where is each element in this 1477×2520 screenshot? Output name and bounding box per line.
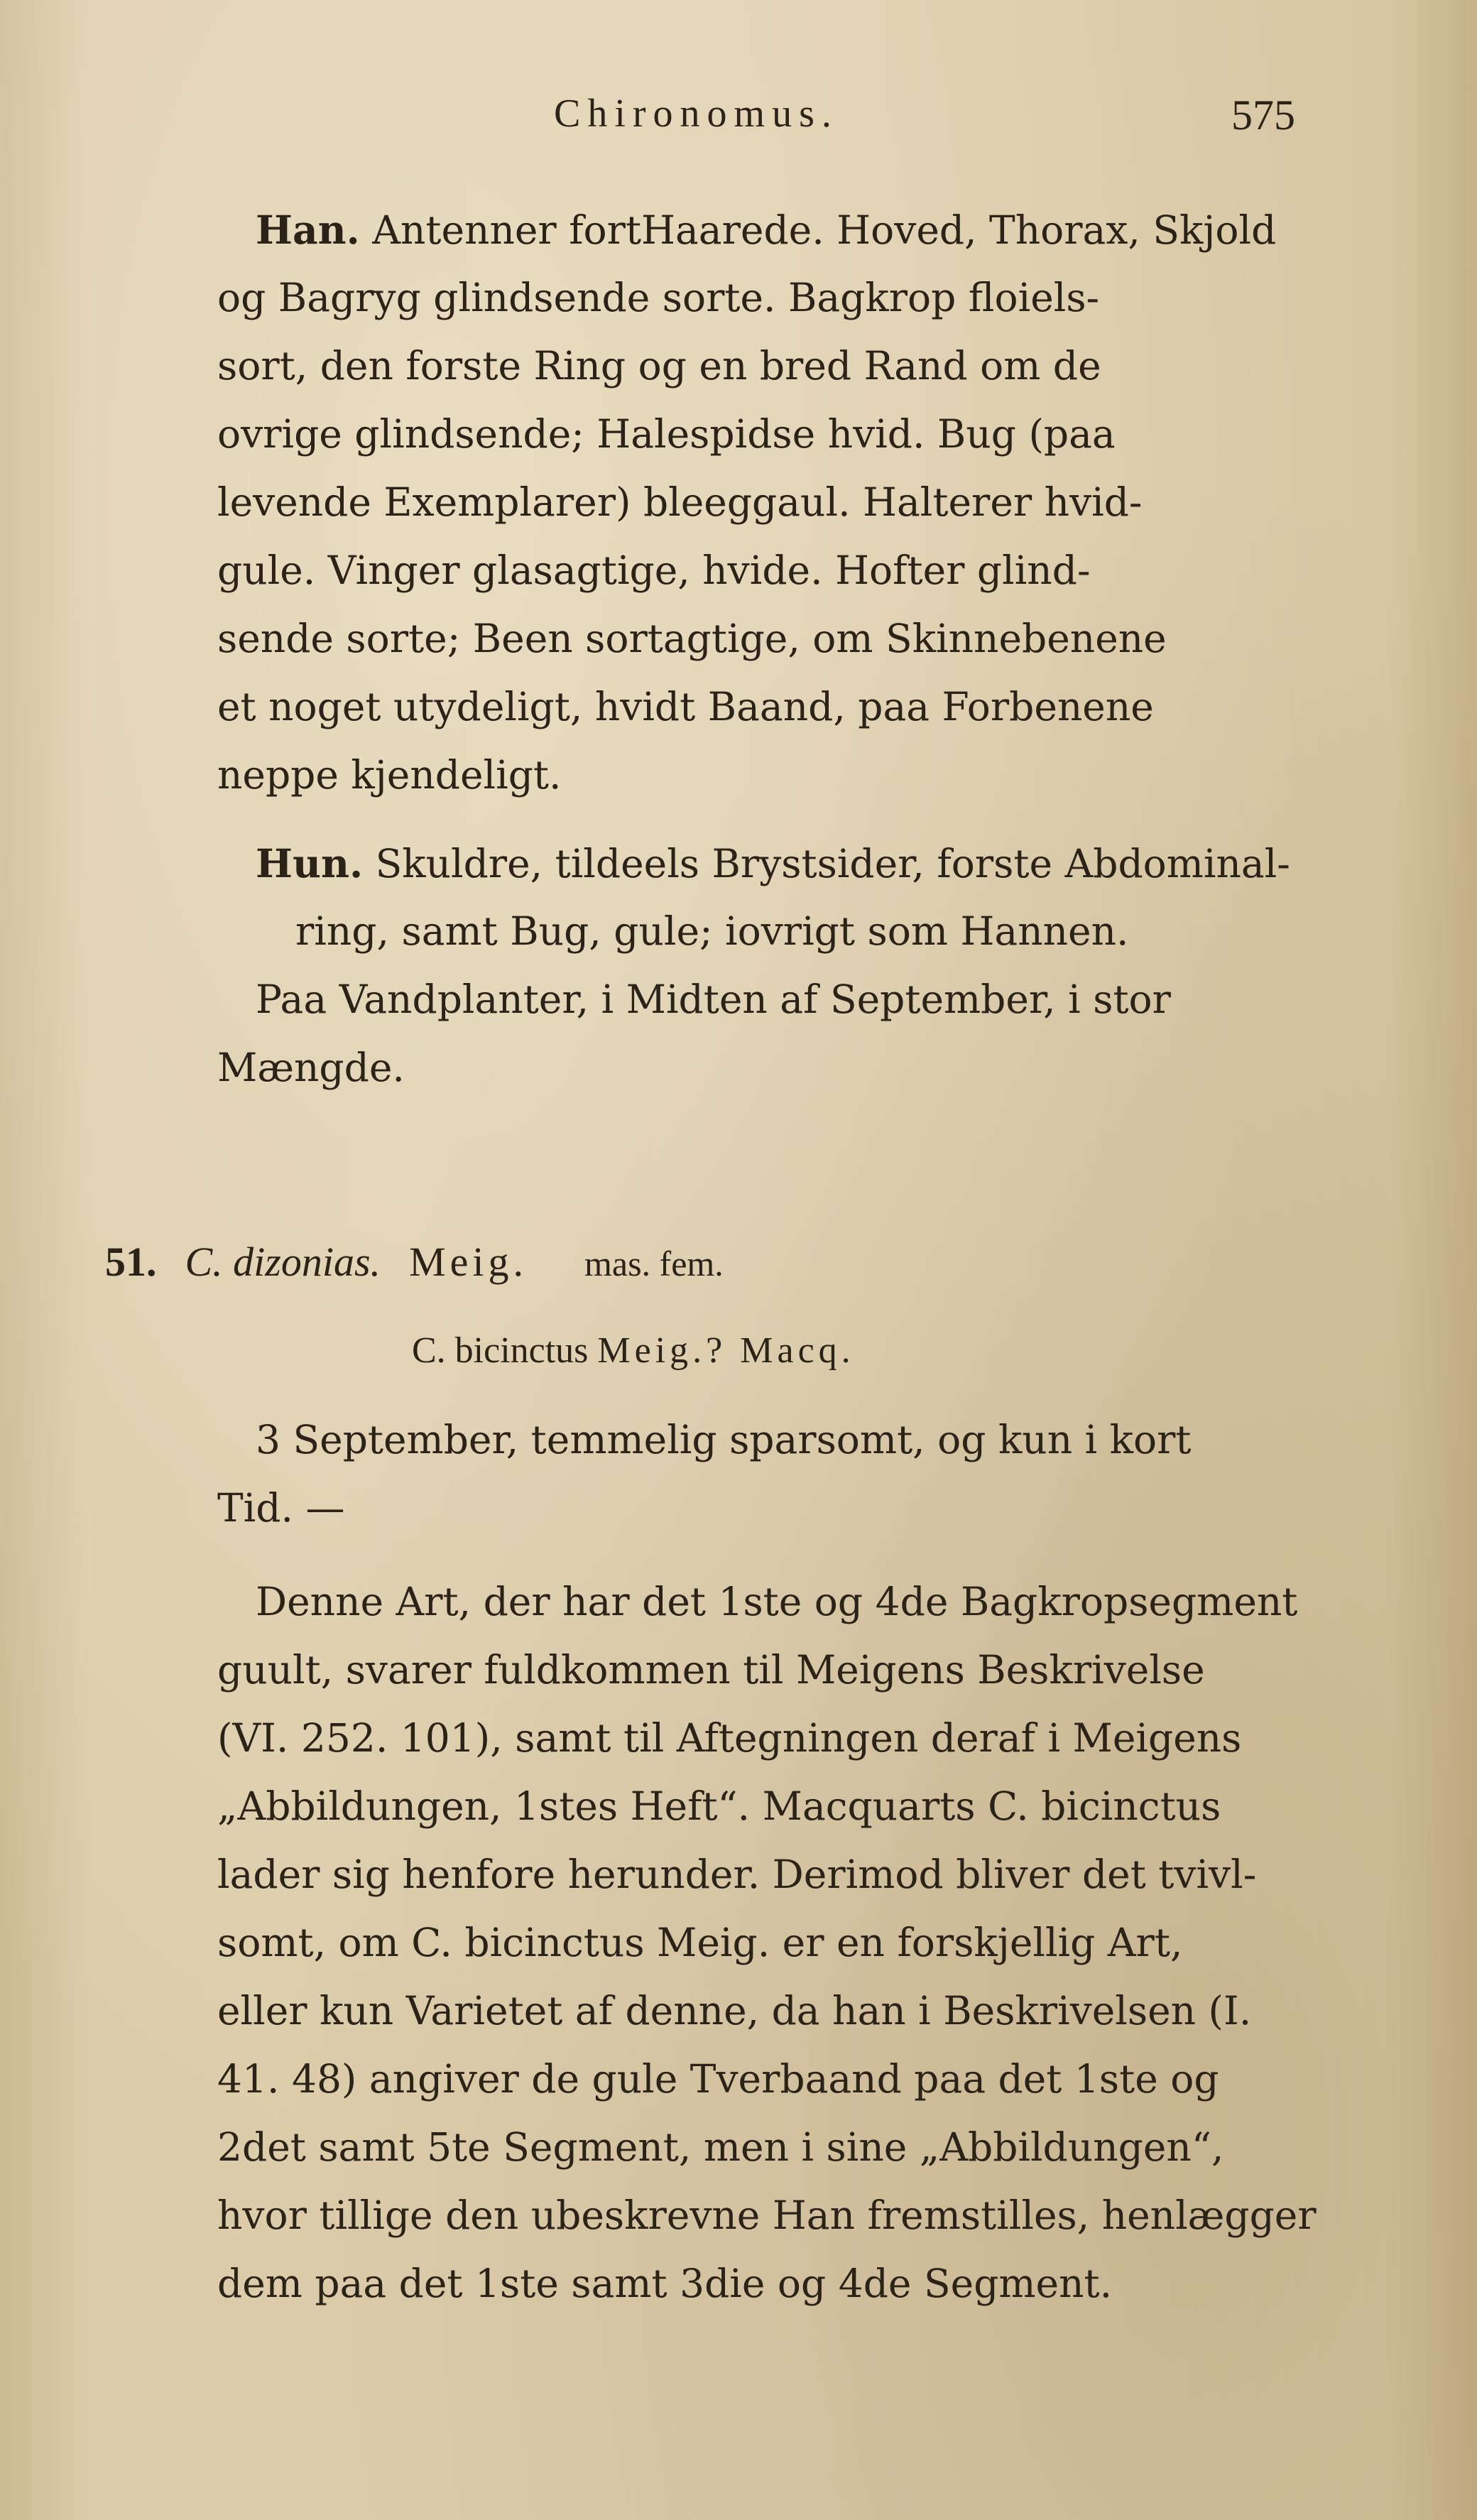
discussion-line-4: „Abbildungen, 1stes Heft“. Macquarts C. bicinctus — [217, 1783, 1221, 1829]
species-entry-heading — [105, 1239, 724, 1285]
male-desc-line-9: neppe kjendeligt. — [217, 752, 562, 798]
discussion-line-6: somt, om C. bicinctus Meig. er en forskjellig Art, — [217, 1920, 1183, 1965]
habitat-line-2: Mængde. — [217, 1045, 405, 1090]
discussion-line-8: 41. 48) angiver de gule Tverbaand paa det 1ste og — [217, 2056, 1219, 2102]
female-desc-line-2: ring, samt Bug, gule; iovrigt som Hannen. — [295, 908, 1129, 954]
discussion-line-7: eller kun Varietet af denne, da han i Beskrivelsen (I. — [217, 1988, 1252, 2033]
occurrence-line-1: 3 September, temmelig sparsomt, og kun i kort — [256, 1417, 1192, 1462]
habitat-line-1: Paa Vandplanter, i Midten af September, i stor — [256, 977, 1171, 1022]
page-header — [0, 91, 1477, 148]
discussion-line-3: (VI. 252. 101), samt til Aftegningen deraf i Meigens — [217, 1715, 1242, 1761]
discussion-line-10: hvor tillige den ubeskrevne Han fremstilles, henlægger — [217, 2193, 1317, 2238]
synonym-name: C. bicinctus — [412, 1330, 589, 1371]
entry-sex: mas. fem. — [584, 1244, 724, 1283]
male-desc-line-2: og Bagryg glindsende sorte. Bagkrop floiels- — [217, 275, 1100, 320]
occurrence-line-2: Tid. — — [217, 1485, 345, 1531]
male-label: Han. — [256, 207, 360, 253]
discussion-line-1: Denne Art, der har det 1ste og 4de Bagkropsegment — [256, 1579, 1298, 1624]
male-desc-text-1: Antenner fortHaarede. Hoved, Thorax, Skjold — [372, 207, 1277, 253]
male-desc-line-7: sende sorte; Been sortagtige, om Skinnebenene — [217, 616, 1167, 661]
male-desc-line-4: ovrige glindsende; Halespidse hvid. Bug (paa — [217, 411, 1116, 457]
female-desc-text-1: Skuldre, tildeels Brystsider, forste Abdominal- — [375, 841, 1290, 886]
male-desc-line-8: et noget utydeligt, hvidt Baand, paa Forbenene — [217, 684, 1154, 729]
running-head: Chironomus. — [554, 92, 839, 136]
male-desc-line-6: gule. Vinger glasagtige, hvide. Hofter glind- — [217, 548, 1091, 593]
synonym-line — [412, 1332, 855, 1369]
discussion-line-11: dem paa det 1ste samt 3die og 4de Segment. — [217, 2261, 1113, 2306]
female-desc-line-1 — [256, 840, 1290, 886]
discussion-line-9: 2det samt 5te Segment, men i sine „Abbildungen“, — [217, 2124, 1224, 2170]
entry-author: Meig. — [409, 1239, 528, 1285]
page-number: 575 — [1231, 92, 1295, 139]
entry-number: 51. — [105, 1239, 157, 1285]
discussion-line-2: guult, svarer fuldkommen til Meigens Beskrivelse — [217, 1647, 1205, 1693]
synonym-authors: Meig.? Macq. — [597, 1330, 855, 1371]
female-label: Hun. — [256, 840, 364, 886]
entry-species: C. dizonias. — [185, 1239, 381, 1285]
male-desc-line-1 — [256, 207, 1277, 253]
male-desc-line-5: levende Exemplarer) bleeggaul. Halterer hvid- — [217, 479, 1143, 525]
discussion-line-5: lader sig henfore herunder. Derimod bliver det tvivl- — [217, 1852, 1257, 1897]
male-desc-line-3: sort, den forste Ring og en bred Rand om de — [217, 343, 1101, 389]
